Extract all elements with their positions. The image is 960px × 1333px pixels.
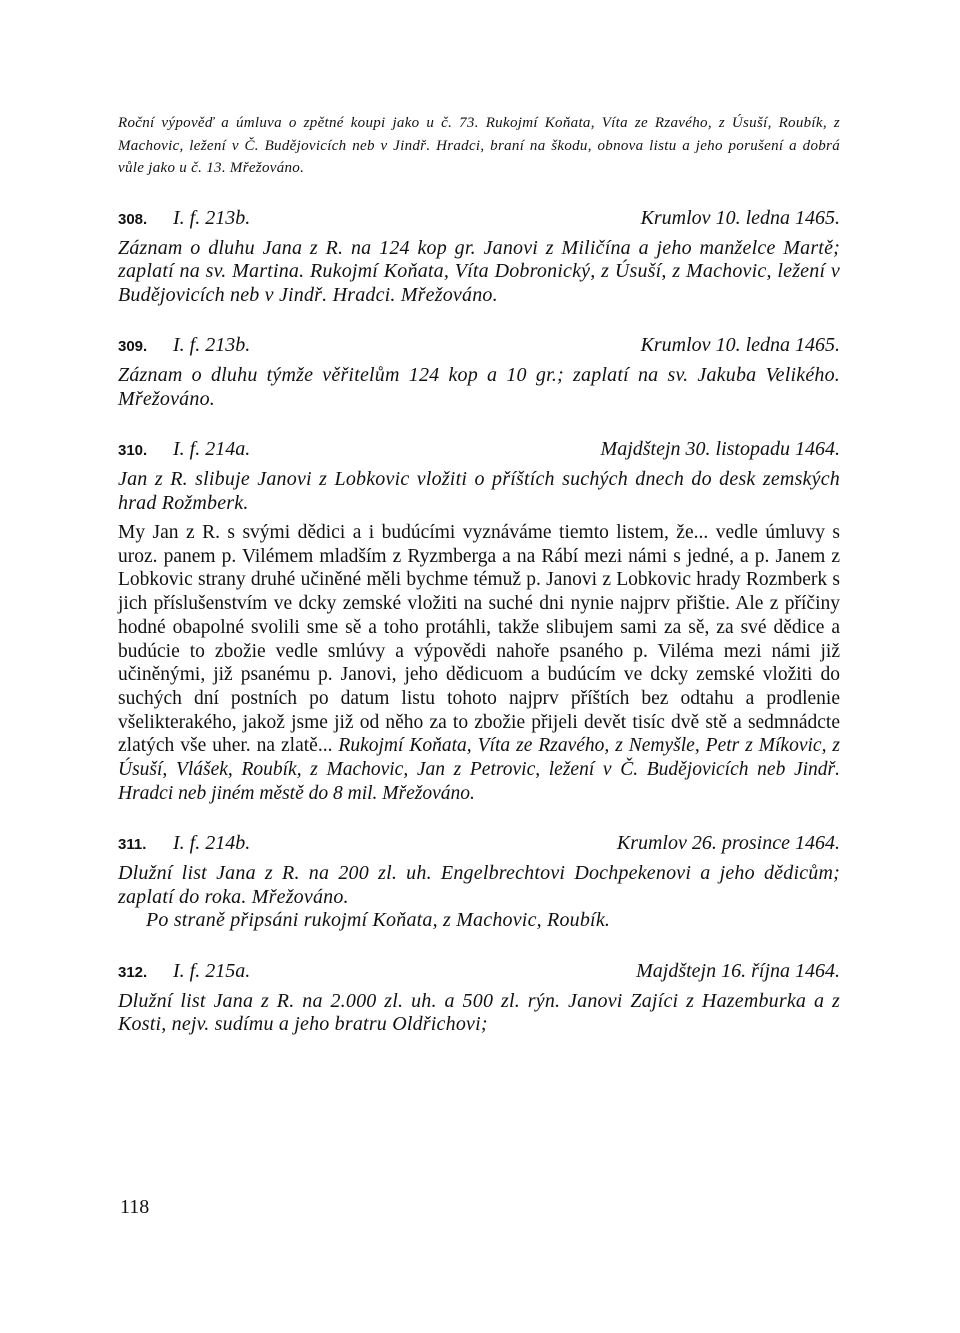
entry-header-311 [118, 830, 840, 856]
entry-header-310 [118, 436, 840, 462]
entry-folio: I. f. 213b. [173, 206, 251, 229]
entry-text-roman: My Jan z R. s svými dědici a i budúcími vyznáváme tiemto listem, že... vedle úmluvy s uroz. panem p. Vilémem mladším z Ryzmberga a na Rábí mezi námi s jedné, a p. Janem z Lobkovic strany druhé učiněné měli bychme témuž p. Janovi z Lobkovic hrady Rozmberk s jich příslušenstvím ve dcky zemské vložiti na suché dni nynie najprv přištie. Ale z příčiny hodné obapolné svolili sme sě a toho protáhli, takže slibujem sami za sě, za své dědice a budúcie to zbožie vedle smlúvy a výpovědi nahoře psaného p. Viléma mezi námi již učiněnými, již psanému p. Janovi, jeho dědicuom a budúcím ve dcky zemské vložiti do suchých dní postních po datum listu tohoto najprv příštích bez odtahu a prodlenie všelikterakého, jakož jsme již od něho za to zbožie přijeli devět tisíc dvě stě a sedmnádcte zlatých vše uher. na zlatě... [118, 522, 840, 757]
entry-summary-309: Záznam o dluhu týmže věřitelům 124 kop a 10 gr.; zaplatí na sv. Jakuba Velikého. Mřežováno. [118, 364, 840, 410]
entry-number: 312. [118, 963, 148, 981]
entry-header-312 [118, 958, 840, 984]
entry-number: 311. [118, 836, 147, 854]
entry-header-309 [118, 332, 840, 358]
entry-note-311: Po straně připsáni rukojmí Koňata, z Machovic, Roubík. [146, 909, 611, 932]
entry-place-date: Krumlov 10. ledna 1465. [640, 206, 840, 229]
entry-place-date: Krumlov 10. ledna 1465. [640, 334, 840, 356]
entry-text-italic-tail: Rukojmí Koňata, Víta ze Rzavého, z Nemyšle, Petr z Míkovic, z Úsuší, Vlášek, Roubík, z Machovic, Jan z Petrovic, ležení v Č. Budějovicích neb Jindř. Hradci neb jiném městě do 8 mil. Mřežováno. [118, 735, 841, 804]
entry-folio: I. f. 214b. [173, 832, 251, 855]
entry-place-date: Majdštejn 16. října 1464. [636, 959, 840, 982]
intro-paragraph: Roční výpověď a úmluva o zpětné koupi jako u č. 73. Rukojmí Koňata, Víta ze Rzavého, z Úsuší, Roubík, z Machovic, ležení v Č. Budějovicích neb v Jindř. Hradci, braní na škodu, obnova listu a jeho porušení a dobrá vůle jako u č. 13. Mřežováno. [118, 115, 840, 176]
entry-number: 310. [118, 442, 148, 459]
entry-folio: I. f. 214a. [173, 438, 251, 460]
entry-summary-312: Dlužní list Jana z R. na 2.000 zl. uh. a 500 zl. rýn. Janovi Zajíci z Hazemburka a z Kosti, nejv. sudímu a jeho bratru Oldřichovi; [118, 989, 840, 1036]
entry-summary-311: Dlužní list Jana z R. na 200 zl. uh. Engelbrechtovi Dochpekenovi a jeho dědicům; zaplatí do roka. Mřežováno. [118, 862, 840, 908]
entry-folio: I. f. 213b. [173, 334, 251, 356]
entry-number: 309. [118, 338, 148, 355]
entry-folio: I. f. 215a. [173, 959, 251, 982]
entry-place-date: Majdštejn 30. listopadu 1464. [600, 438, 840, 460]
entry-summary-308: Záznam o dluhu Jana z R. na 124 kop gr. Janovi z Miličína a jeho manželce Martě; zaplatí na sv. Martina. Rukojmí Koňata, Víta Dobronický, z Úsuší, z Machovic, ležení v Budějovicích neb v Jindř. Hradci. Mřežováno. [118, 236, 840, 306]
page-number: 118 [120, 1196, 150, 1218]
entry-summary-310: Jan z R. slibuje Janovi z Lobkovic vložiti o příštích suchých dnech do desk zemských hrad Rožmberk. [118, 468, 840, 514]
entry-header-308 [118, 205, 840, 231]
entry-text-310 [118, 521, 840, 805]
entry-number: 308. [118, 210, 148, 228]
entry-place-date: Krumlov 26. prosince 1464. [616, 832, 840, 855]
